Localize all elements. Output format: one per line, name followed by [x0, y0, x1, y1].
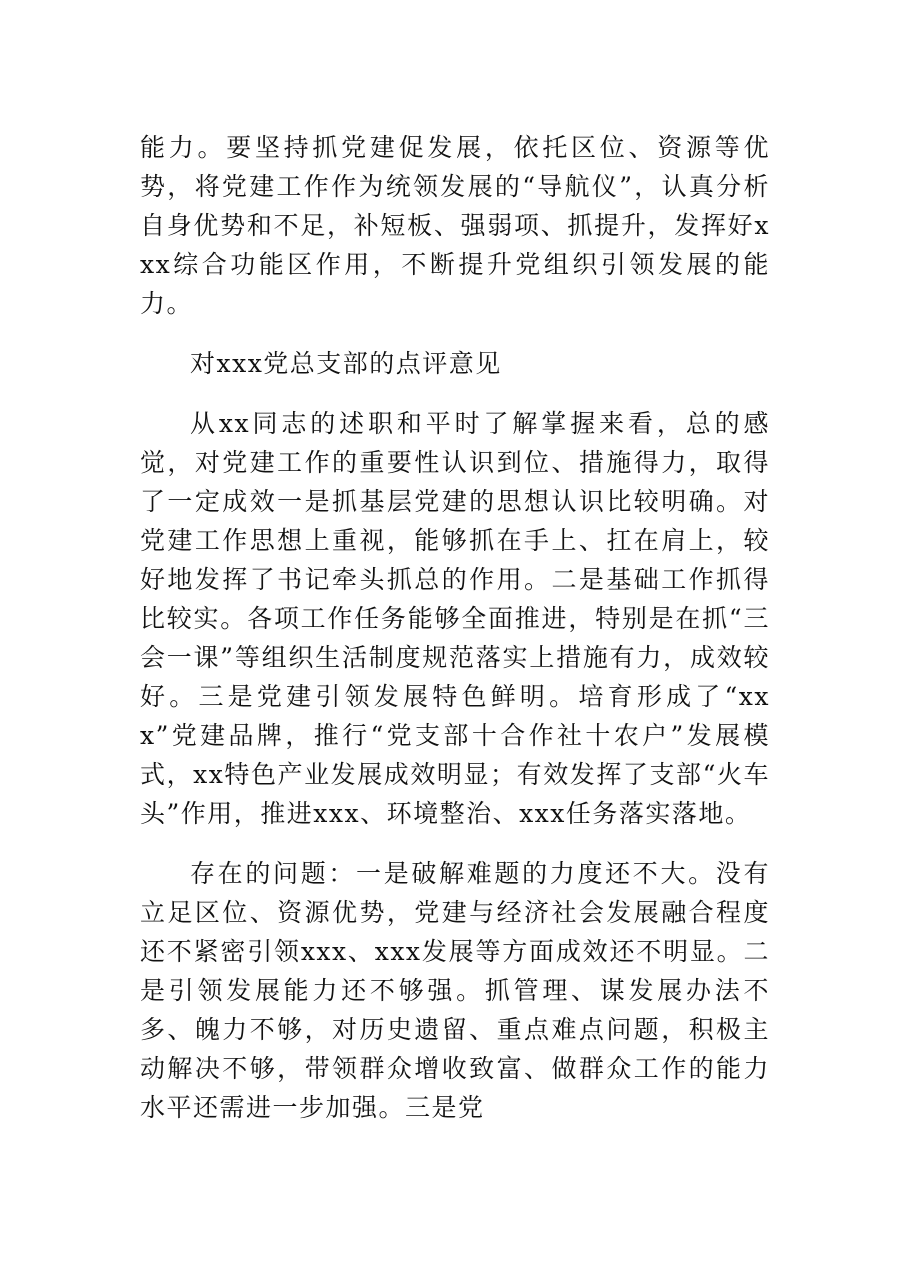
paragraph-problems: 存在的问题：一是破解难题的力度还不大。没有立足区位、资源优势，党建与经济社会发展融合程度还不紧密引领xxx、xxx发展等方面成效还不明显。二是引领发展能力还不够强。抓管理、谋发展办法不多、魄力不够，对历史遗留、重点难点问题，积极主动解决不够，带领群众增收致富、做群众工作的能力水平还需进一步加强。三是党 — [140, 859, 770, 1122]
paragraph-review: 从xx同志的述职和平时了解掌握来看，总的感觉，对党建工作的重要性认识到位、措施得力，取得了一定成效一是抓基层党建的思想认识比较明确。对党建工作思想上重视，能够抓在手上、扛在肩上，较好地发挥了书记牵头抓总的作用。二是基础工作抓得比较实。各项工作任务能够全面推进，特别是在抓“三会一课”等组织生活制度规范落实上措施有力，成效较好。三是党建引领发展特色鲜明。培育形成了“xxx”党建品牌，推行“党支部十合作社十农户”发展模式，xx特色产业发展成效明显；有效发挥了支部“火车头”作用，推进xxx、环境整治、xxx任务落实落地。 — [140, 409, 770, 828]
paragraph-continuation: 能力。要坚持抓党建促发展，依托区位、资源等优势，将党建工作作为统领发展的“导航仪”，认真分析自身优势和不足，补短板、强弱项、抓提升，发挥好xxx综合功能区作用，不断提升党组织引领发展的能力。 — [140, 133, 770, 318]
document-body — [140, 128, 770, 1127]
section-heading: 对xxx党总支部的点评意见 — [190, 349, 502, 378]
